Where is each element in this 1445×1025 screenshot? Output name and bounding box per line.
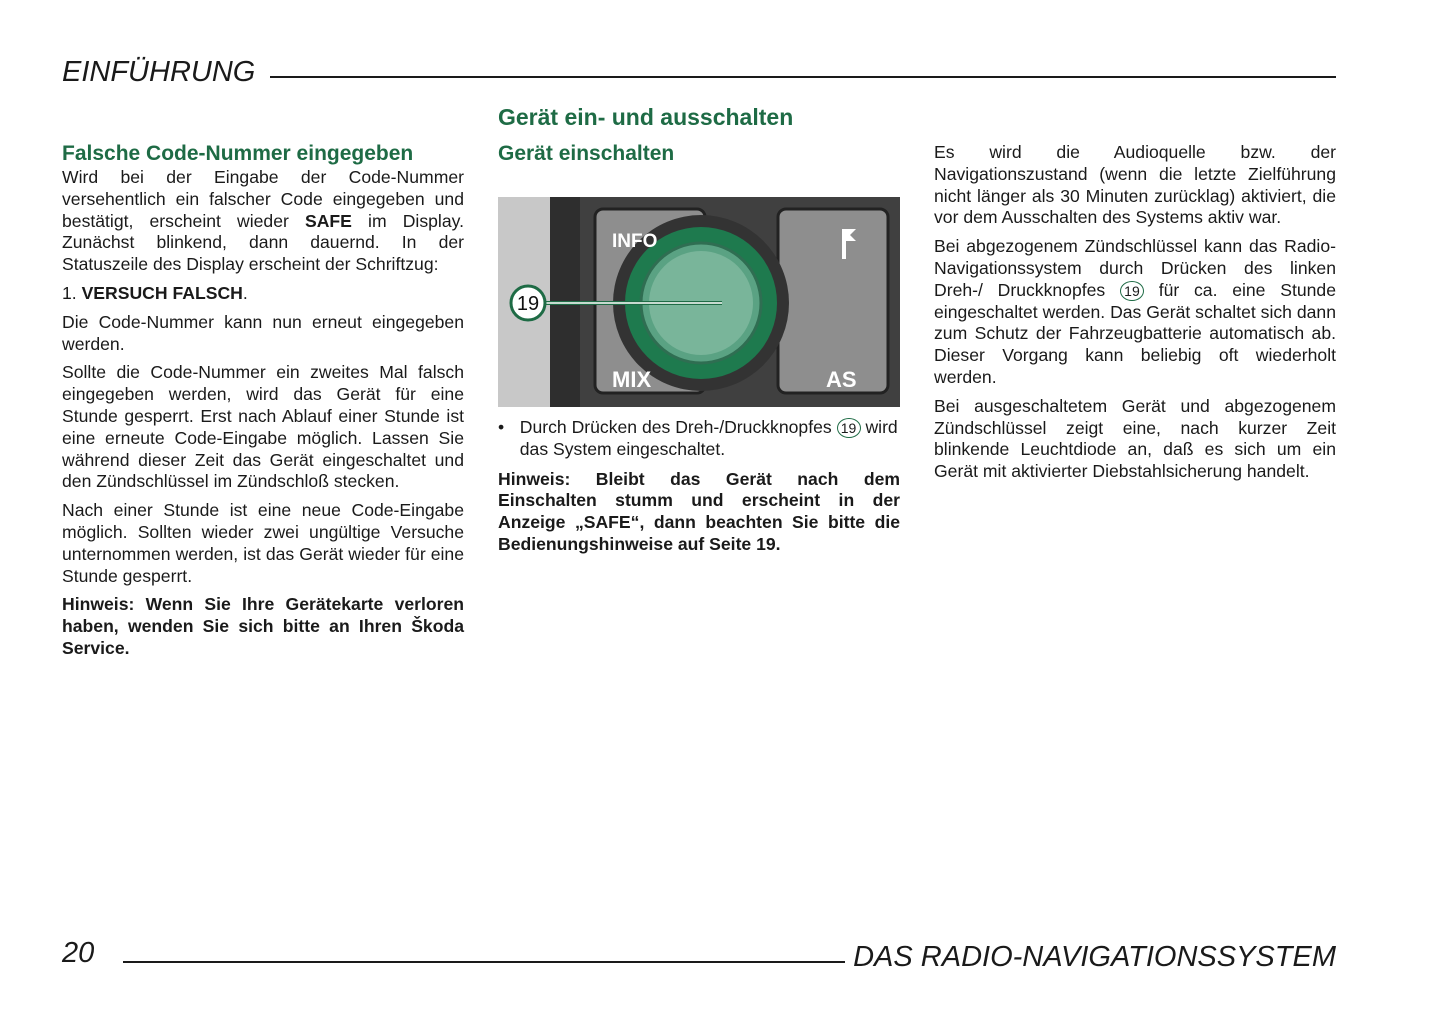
info-button-label: INFO	[612, 231, 658, 252]
page-section-title: Gerät ein- und ausschalten	[498, 104, 794, 130]
column-2	[498, 141, 900, 563]
paragraph: Es wird die Audioquelle bzw. der Navigationszustand (wenn die letzte Zielführung nicht länger als 30 Minuten zurücklag) aktiviert, die vor dem Ausschalten des Systems aktiv war.	[934, 142, 1336, 228]
ref-19-badge: 19	[1120, 281, 1144, 301]
bullet-item: • Durch Drücken des Dreh-/Druckknopfes 19 wird das System eingeschaltet.	[498, 417, 898, 459]
note: Hinweis: Wenn Sie Ihre Gerätekarte verloren haben, wenden Sie sich bitte an Ihren Škoda Service.	[62, 594, 464, 658]
mix-button-label: MIX	[612, 367, 652, 392]
header-rule	[270, 76, 1336, 78]
page-number: 20	[62, 937, 95, 969]
radio-knob-figure	[498, 197, 900, 407]
paragraph: Bei ausgeschaltetem Gerät und abgezogenem Zündschlüssel zeigt eine, nach kurzer Zeit blinkende Leuchtdiode an, daß es sich um ein Gerät mit aktivierter Diebstahlsicherung handelt.	[934, 395, 1336, 482]
section-heading: Gerät einschalten	[498, 142, 675, 165]
paragraph: Wird bei der Eingabe der Code-Nummer versehentlich ein falscher Code eingegeben und bestätigt, erscheint wieder SAFE im Display. Zunächst blinkend, dann dauernd. In der Statuszeile des Display erscheint der Schriftzug:	[62, 167, 464, 275]
paragraph: Die Code-Nummer kann nun erneut eingegeben werden.	[62, 311, 464, 354]
footer-section-title: DAS RADIO-NAVIGATIONSSYSTEM	[853, 941, 1336, 973]
paragraph: Bei abgezogenem Zündschlüssel kann das Radio-Navigationssystem durch Drücken des linken Dreh-/ Druckknopfes 19 für ca. eine Stunde eingeschaltet werden. Das Gerät schaltet sich dann zum Schutz der Fahrzeugbatterie automatisch ab. Dieser Vorgang kann beliebig oft wiederholt werden.	[934, 236, 1336, 387]
as-button-label: AS	[826, 367, 857, 392]
svg-text:19: 19	[516, 293, 540, 315]
bullet-icon: •	[498, 417, 505, 437]
paragraph: 1. VERSUCH FALSCH.	[62, 282, 248, 303]
section-heading: Falsche Code-Nummer eingegeben	[62, 142, 414, 165]
column-1	[62, 141, 464, 667]
column-3	[934, 142, 1336, 490]
paragraph: Nach einer Stunde ist eine neue Code-Eingabe möglich. Sollten wieder zwei ungültige Versuche unternommen werden, ist das Gerät wieder für eine Stunde gesperrt.	[62, 500, 464, 586]
paragraph: Sollte die Code-Nummer ein zweites Mal falsch eingegeben werden, wird das Gerät für eine Stunde gesperrt. Erst nach Ablauf einer Stunde ist eine erneute Code-Eingabe möglich. Lassen Sie während dieser Zeit das Gerät eingeschaltet und den Zündschlüssel im Zündschloß stecken.	[62, 362, 464, 492]
ref-19-badge: 19	[837, 418, 861, 438]
footer-rule	[123, 961, 845, 963]
radio-illustration	[498, 197, 900, 407]
note: Hinweis: Bleibt das Gerät nach dem Einschalten stumm und erscheint in der Anzeige „SAFE“, dann beachten Sie bitte die Bedienungshinweise auf Seite 19.	[498, 468, 900, 554]
chapter-title: EINFÜHRUNG	[62, 56, 256, 88]
